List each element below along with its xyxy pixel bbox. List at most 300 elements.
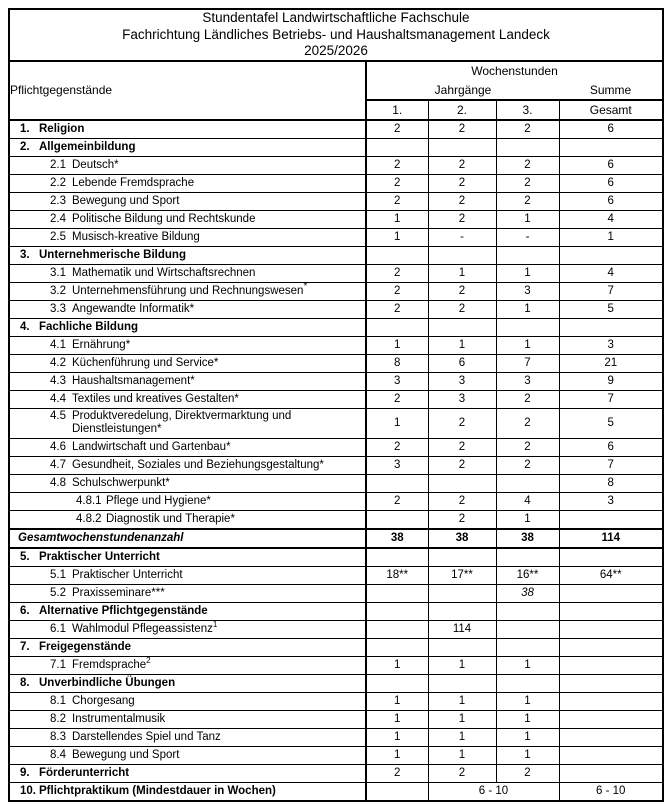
cell-year-2: 2 (428, 408, 496, 438)
cell-year-1: 2 (366, 120, 428, 139)
cell-year-2: 2 (428, 300, 496, 318)
cell-year-1: 2 (366, 174, 428, 192)
cell-year-3 (496, 602, 559, 620)
header-group-row (9, 61, 663, 81)
cell-year-2: - (428, 228, 496, 246)
row-subject (9, 548, 366, 567)
cell-sum: 21 (559, 354, 663, 372)
cell-year-1: 1 (366, 336, 428, 354)
row-title: Unternehmerische Bildung (39, 249, 186, 261)
cell-sum (559, 318, 663, 336)
cell-year-3: 3 (496, 282, 559, 300)
cell-year-1 (366, 510, 428, 529)
row-title: Praktischer Unterricht (39, 551, 160, 563)
row-label (10, 230, 365, 244)
row-number: 9. (20, 767, 30, 779)
cell-year-1: 38 (366, 529, 428, 548)
table-row (9, 674, 663, 692)
row-subject (9, 390, 366, 408)
table-row (9, 456, 663, 474)
row-label (10, 248, 365, 262)
cell-year-3: 1 (496, 264, 559, 282)
cell-year-3 (496, 620, 559, 638)
cell-year-1: 1 (366, 210, 428, 228)
table-row (9, 584, 663, 602)
table-row (9, 492, 663, 510)
row-title: Bewegung und Sport (72, 195, 180, 207)
row-label (10, 374, 365, 388)
cell-year-3: 1 (496, 728, 559, 746)
row-label (10, 784, 365, 798)
cell-year-1 (366, 620, 428, 638)
row-title: Fachliche Bildung (39, 321, 139, 333)
row-subject (9, 282, 366, 300)
cell-year-3: 38 (496, 529, 559, 548)
table-row (9, 318, 663, 336)
row-subject (9, 156, 366, 174)
cell-year-1: 2 (366, 300, 428, 318)
cell-year-1: 1 (366, 728, 428, 746)
cell-year-3: 3 (496, 372, 559, 390)
cell-year-3: 2 (496, 408, 559, 438)
row-label (10, 748, 365, 762)
row-number: 3.1 (50, 267, 66, 279)
cell-sum (559, 674, 663, 692)
cell-sum: 5 (559, 408, 663, 438)
cell-year-2: 1 (428, 746, 496, 764)
cell-sum: 7 (559, 282, 663, 300)
cell-sum: 6 (559, 192, 663, 210)
row-label (10, 392, 365, 406)
row-label (10, 194, 365, 208)
row-title: Bewegung und Sport (72, 749, 180, 761)
cell-year-2: 1 (428, 656, 496, 674)
row-label (10, 712, 365, 726)
cell-year-1 (366, 584, 428, 602)
row-title: Instrumentalmusik (72, 713, 166, 725)
row-title: Pflege und Hygiene* (106, 495, 211, 507)
row-number: 6.1 (50, 623, 66, 635)
cell-year-2: 1 (428, 264, 496, 282)
row-title: Religion (39, 123, 85, 135)
row-label (10, 338, 365, 352)
cell-sum: 7 (559, 390, 663, 408)
row-label (10, 676, 365, 690)
cell-year-1: 1 (366, 408, 428, 438)
title-row (9, 9, 663, 61)
row-number: 2.3 (50, 195, 66, 207)
cell-year-2 (428, 474, 496, 492)
row-label (10, 568, 365, 582)
cell-sum (559, 602, 663, 620)
cell-year-1 (366, 474, 428, 492)
row-number: 8.4 (50, 749, 66, 761)
table-row (9, 390, 663, 408)
table-row (9, 354, 663, 372)
table-row (9, 138, 663, 156)
cell-year-2: 6 (428, 354, 496, 372)
cell-year-3: 1 (496, 656, 559, 674)
header-wochenstunden: Wochenstunden (366, 61, 663, 81)
cell-sum: 1 (559, 228, 663, 246)
cell-year-3: - (496, 228, 559, 246)
row-subject (9, 246, 366, 264)
row-label (10, 531, 365, 545)
row-title: Praktischer Unterricht (72, 569, 183, 581)
row-title: Ernährung* (72, 339, 131, 351)
row-title: Pflichtpraktikum (Mindestdauer in Wochen) (39, 785, 276, 797)
cell-sum: 4 (559, 210, 663, 228)
row-number: 7. (20, 641, 30, 653)
header-summe: Summe (559, 81, 663, 100)
row-title: Landwirtschaft und Gartenbau* (72, 441, 231, 453)
cell-year-1: 2 (366, 282, 428, 300)
table-row (9, 474, 663, 492)
title-line-1: Stundentafel Landwirtschaftliche Fachschule (202, 10, 470, 25)
row-subject (9, 764, 366, 782)
row-subject (9, 210, 366, 228)
table-row (9, 174, 663, 192)
row-title: Alternative Pflichtgegenstände (39, 605, 208, 617)
cell-year-3: 1 (496, 510, 559, 529)
row-subject (9, 566, 366, 584)
cell-year-2: 1 (428, 692, 496, 710)
table-row (9, 438, 663, 456)
cell-year-3: 1 (496, 300, 559, 318)
cell-sum: 6 - 10 (559, 782, 663, 801)
cell-year-1: 2 (366, 492, 428, 510)
row-number: 2.1 (50, 159, 66, 171)
cell-year-2: 3 (428, 372, 496, 390)
row-number: 4.7 (50, 459, 66, 471)
row-label (10, 409, 365, 438)
row-subject (9, 692, 366, 710)
cell-year-3: 1 (496, 710, 559, 728)
cell-sum (559, 620, 663, 638)
header-gesamt: Gesamt (559, 100, 663, 120)
row-label (10, 694, 365, 708)
cell-year-3: 7 (496, 354, 559, 372)
cell-year-2: 1 (428, 336, 496, 354)
cell-year-3: 16** (496, 566, 559, 584)
table-row (9, 264, 663, 282)
cell-year-2: 2 (428, 438, 496, 456)
row-subject (9, 529, 366, 548)
header-subject-column: Pflichtgegenstände (9, 61, 366, 120)
cell-sum (559, 638, 663, 656)
cell-year-1: 2 (366, 156, 428, 174)
cell-year-2: 2 (428, 456, 496, 474)
table-row (9, 336, 663, 354)
row-title: Wahlmodul Pflegeassistenz (72, 623, 213, 635)
row-subject (9, 318, 366, 336)
footnote-marker: 1 (212, 620, 218, 630)
cell-year-2: 2 (428, 156, 496, 174)
row-label (10, 640, 365, 654)
table-row (9, 656, 663, 674)
row-title: Unverbindliche Übungen (39, 677, 176, 689)
cell-year-2 (428, 602, 496, 620)
row-subject (9, 510, 366, 529)
row-title: Lebende Fremdsprache (72, 177, 195, 189)
row-subject (9, 174, 366, 192)
cell-sum: 9 (559, 372, 663, 390)
row-label (10, 281, 365, 298)
table-row (9, 408, 663, 438)
row-number: 4.5 (50, 409, 66, 422)
row-number: 3.3 (50, 303, 66, 315)
row-title: Haushaltsmanagement* (72, 375, 195, 387)
cell-year-3: 4 (496, 492, 559, 510)
table-row (9, 372, 663, 390)
cell-year-1: 2 (366, 764, 428, 782)
row-title: Darstellendes Spiel und Tanz (72, 731, 221, 743)
table-row (9, 764, 663, 782)
row-label (10, 622, 365, 636)
cell-year-3: 2 (496, 764, 559, 782)
row-label (10, 440, 365, 454)
table-row (9, 638, 663, 656)
table-row (9, 300, 663, 318)
cell-year-1: 2 (366, 438, 428, 456)
row-title: Gesundheit, Soziales und Beziehungsgestaltung* (72, 459, 324, 471)
table-row (9, 566, 663, 584)
footnote-marker: 2 (146, 656, 151, 666)
cell-year-3 (496, 674, 559, 692)
cell-year-3: 1 (496, 210, 559, 228)
cell-year-2: 2 (428, 210, 496, 228)
row-title: Musisch-kreative Bildung (72, 231, 200, 243)
cell-year-2: 2 (428, 510, 496, 529)
row-label (10, 586, 365, 600)
cell-year-1 (366, 138, 428, 156)
footnote-marker: * (303, 281, 308, 293)
row-title: Unternehmensführung und Rechnungswesen (72, 285, 304, 297)
cell-year-1: 1 (366, 228, 428, 246)
row-subject (9, 656, 366, 674)
cell-year-3: 2 (496, 192, 559, 210)
row-subject (9, 746, 366, 764)
cell-year-1: 2 (366, 390, 428, 408)
cell-sum: 6 (559, 438, 663, 456)
row-subject (9, 474, 366, 492)
row-title: Deutsch* (72, 159, 119, 171)
cell-year-2 (428, 674, 496, 692)
row-label (10, 122, 365, 136)
table-row (9, 510, 663, 529)
row-title: Textiles und kreatives Gestalten* (72, 393, 239, 405)
row-label (10, 140, 365, 154)
cell-sum: 6 (559, 174, 663, 192)
row-label (10, 356, 365, 370)
row-subject (9, 138, 366, 156)
cell-sum: 8 (559, 474, 663, 492)
cell-year-1 (366, 548, 428, 567)
cell-sum: 3 (559, 336, 663, 354)
cell-year-1 (366, 674, 428, 692)
cell-sum (559, 746, 663, 764)
row-title: Diagnostik und Therapie* (106, 513, 235, 525)
table-row (9, 120, 663, 139)
row-subject (9, 620, 366, 638)
cell-year-2: 2 (428, 120, 496, 139)
row-label (10, 494, 365, 508)
row-number: 5.1 (50, 569, 66, 581)
row-number: 3.2 (50, 285, 66, 297)
cell-year-3: 38 (496, 584, 559, 602)
row-number: 3. (20, 249, 30, 261)
row-number: 10. (20, 785, 36, 797)
row-title: Freigegenstände (39, 641, 132, 653)
table-row (9, 620, 663, 638)
row-title: Politische Bildung und Rechtskunde (72, 213, 256, 225)
row-number: 2.2 (50, 177, 66, 189)
row-subject (9, 228, 366, 246)
row-label (10, 158, 365, 172)
cell-year-1: 2 (366, 264, 428, 282)
cell-sum: 3 (559, 492, 663, 510)
cell-year-3: 2 (496, 438, 559, 456)
cell-year-1 (366, 782, 428, 801)
row-title: Mathematik und Wirtschaftsrechnen (72, 267, 256, 279)
cell-sum (559, 246, 663, 264)
row-label (10, 512, 365, 526)
row-number: 5. (20, 551, 30, 563)
table-row (9, 782, 663, 801)
table-row (9, 548, 663, 567)
cell-year-2: 38 (428, 529, 496, 548)
cell-year-1: 3 (366, 372, 428, 390)
header-year-3: 3. (496, 100, 559, 120)
row-label (10, 604, 365, 618)
cell-year-2: 1 (428, 728, 496, 746)
table-row (9, 710, 663, 728)
stundentafel-table (8, 8, 664, 802)
row-subject (9, 638, 366, 656)
table-row (9, 728, 663, 746)
row-title: Schulschwerpunkt* (72, 477, 170, 489)
row-label (10, 476, 365, 490)
row-subject (9, 438, 366, 456)
cell-year-3 (496, 246, 559, 264)
row-title: Förderunterricht (39, 767, 130, 779)
cell-year-1 (366, 638, 428, 656)
header-year-2: 2. (428, 100, 496, 120)
cell-sum (559, 764, 663, 782)
row-number: 4.8 (50, 477, 66, 489)
cell-year-3: 2 (496, 456, 559, 474)
row-number: 8.3 (50, 731, 66, 743)
row-title: Chorgesang (72, 695, 135, 707)
row-number: 8. (20, 677, 30, 689)
cell-year-2-3-merged: 6 - 10 (428, 782, 559, 801)
table-row (9, 156, 663, 174)
row-subject (9, 456, 366, 474)
row-subject (9, 354, 366, 372)
cell-year-1: 2 (366, 192, 428, 210)
header-jahrgaenge: Jahrgänge (366, 81, 559, 100)
cell-year-1: 8 (366, 354, 428, 372)
row-title: Produktveredelung, Direktvermarktung und (72, 409, 292, 422)
row-number: 5.2 (50, 587, 66, 599)
row-number: 2.5 (50, 231, 66, 243)
document-title (9, 9, 663, 61)
cell-year-3: 2 (496, 174, 559, 192)
row-subject (9, 728, 366, 746)
cell-year-2: 2 (428, 492, 496, 510)
row-number: 7.1 (50, 659, 66, 671)
cell-sum (559, 584, 663, 602)
row-title: Praxisseminare*** (72, 587, 165, 599)
cell-year-1 (366, 602, 428, 620)
cell-year-2: 114 (428, 620, 496, 638)
table-row (9, 602, 663, 620)
cell-sum (559, 710, 663, 728)
row-number: 4.3 (50, 375, 66, 387)
cell-year-2: 2 (428, 764, 496, 782)
row-subject (9, 372, 366, 390)
table-header (9, 9, 663, 120)
title-line-3: 2025/2026 (304, 43, 368, 58)
cell-sum: 114 (559, 529, 663, 548)
table-row (9, 529, 663, 548)
cell-year-3: 1 (496, 692, 559, 710)
row-number: 2.4 (50, 213, 66, 225)
row-title: Angewandte Informatik* (72, 303, 195, 315)
cell-year-2 (428, 638, 496, 656)
row-label (10, 176, 365, 190)
row-number: 8.1 (50, 695, 66, 707)
row-number: 4.6 (50, 441, 66, 453)
title-line-2: Fachrichtung Ländliches Betriebs- und Haushaltsmanagement Landeck (122, 26, 550, 42)
cell-year-3 (496, 474, 559, 492)
cell-year-2: 2 (428, 192, 496, 210)
row-number: 4.8.2 (76, 513, 102, 525)
cell-sum: 6 (559, 156, 663, 174)
cell-year-3: 2 (496, 390, 559, 408)
row-subject (9, 192, 366, 210)
row-subject (9, 120, 366, 139)
row-number: 4.8.1 (76, 495, 102, 507)
cell-sum (559, 138, 663, 156)
row-number: 4.2 (50, 357, 66, 369)
table-body (9, 120, 663, 801)
table-row (9, 192, 663, 210)
row-number: 4.1 (50, 339, 66, 351)
cell-year-1 (366, 246, 428, 264)
row-title-line-2: Dienstleistungen* (72, 423, 162, 435)
row-number: 1. (20, 123, 30, 135)
cell-year-2 (428, 246, 496, 264)
table-row (9, 692, 663, 710)
cell-sum: 64** (559, 566, 663, 584)
row-subject (9, 408, 366, 438)
row-title: Küchenführung und Service* (72, 357, 219, 369)
cell-year-3: 2 (496, 156, 559, 174)
cell-year-2 (428, 138, 496, 156)
row-subject (9, 336, 366, 354)
cell-year-3 (496, 638, 559, 656)
row-label (10, 266, 365, 280)
cell-year-2: 2 (428, 282, 496, 300)
row-label (10, 320, 365, 334)
table-row (9, 282, 663, 300)
cell-year-1: 1 (366, 656, 428, 674)
row-label (10, 212, 365, 226)
cell-year-2: 2 (428, 174, 496, 192)
cell-sum (559, 656, 663, 674)
cell-year-2: 3 (428, 390, 496, 408)
